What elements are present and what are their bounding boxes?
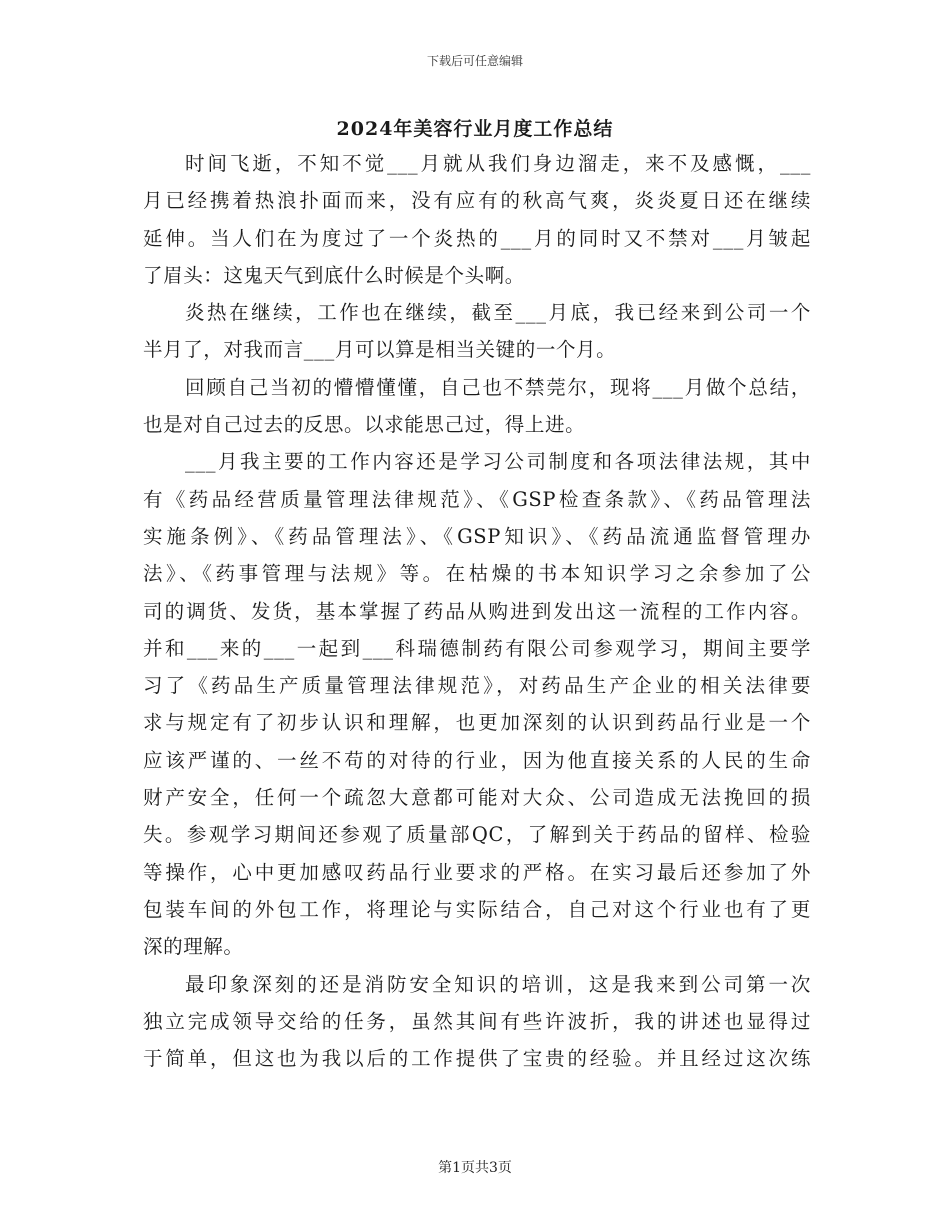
body-line: 回顾自己当初的懵懵懂懂，自己也不禁莞尔，现将___月做个总结， <box>185 375 811 399</box>
body-line: ___月我主要的工作内容还是学习公司制度和各项法律法规，其中 <box>185 450 811 474</box>
page-number: 第1页共3页 <box>438 1160 512 1176</box>
body-line: 应该严谨的、一丝不苟的对待的行业，因为他直接关系的人民的生命 <box>143 748 811 772</box>
body-line: 炎热在继续，工作也在继续，截至___月底，我已经来到公司一个 <box>185 301 811 325</box>
body-line: 司的调货、发货，基本掌握了药品从购进到发出这一流程的工作内容。 <box>143 599 811 623</box>
body-line: 延伸。当人们在为度过了一个炎热的___月的同时又不禁对___月皱起 <box>143 226 811 250</box>
body-line: 时间飞逝，不知不觉___月就从我们身边溜走，来不及感慨，___ <box>185 152 811 175</box>
body-line: 求与规定有了初步认识和理解，也更加深刻的认识到药品行业是一个 <box>143 711 811 735</box>
body-line: 等操作，心中更加感叹药品行业要求的严格。在实习最后还参加了外 <box>143 860 811 884</box>
document-title: 2024年美容行业月度工作总结 <box>336 118 614 140</box>
document-body <box>143 145 811 1077</box>
body-line: 于简单，但这也为我以后的工作提供了宝贵的经验。并且经过这次练 <box>143 1047 811 1071</box>
body-line: 财产安全，任何一个疏忽大意都可能对大众、公司造成无法挽回的损 <box>143 786 811 810</box>
page-header-note: 下载后可任意编辑 <box>426 54 523 68</box>
body-line: 习了《药品生产质量管理法律规范》，对药品生产企业的相关法律要 <box>143 674 811 698</box>
body-line: 失。参观学习期间还参观了质量部QC，了解到关于药品的留样、检验 <box>143 823 811 847</box>
body-line: 并和___来的___一起到___科瑞德制药有限公司参观学习，期间主要学 <box>143 636 811 660</box>
body-line: 深的理解。 <box>143 935 244 959</box>
body-line: 实施条例》、《药品管理法》、《GSP知识》、《药品流通监督管理办 <box>143 524 811 548</box>
body-line: 月已经携着热浪扑面而来，没有应有的秋高气爽，炎炎夏日还在继续 <box>143 189 811 213</box>
body-line: 有《药品经营质量管理法律规范》、《GSP检查条款》、《药品管理法 <box>143 487 811 511</box>
body-line: 包装车间的外包工作，将理论与实际结合，自己对这个行业也有了更 <box>143 897 811 921</box>
body-line: 半月了，对我而言___月可以算是相当关键的一个月。 <box>143 338 617 362</box>
body-line: 法》、《药事管理与法规》等。在枯燥的书本知识学习之余参加了公 <box>143 562 811 586</box>
body-line: 了眉头：这鬼天气到底什么时候是个头啊。 <box>143 263 525 287</box>
body-line: 独立完成领导交给的任务，虽然其间有些许波折，我的讲述也显得过 <box>143 1009 811 1033</box>
body-line: 最印象深刻的还是消防安全知识的培训，这是我来到公司第一次 <box>185 972 811 996</box>
body-line: 也是对自己过去的反思。以求能思己过，得上进。 <box>143 413 586 437</box>
